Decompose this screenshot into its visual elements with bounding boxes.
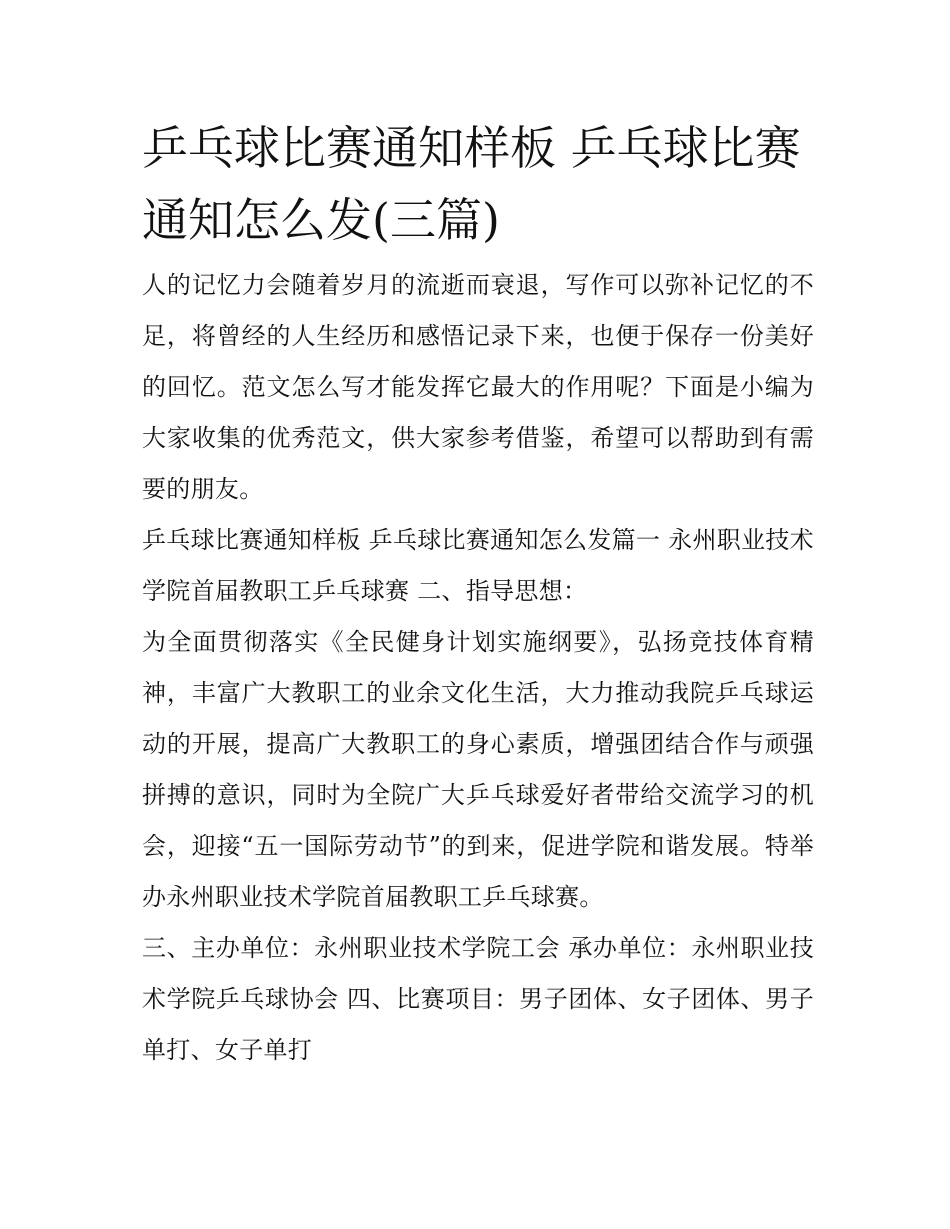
organizer-paragraph: 三、主办单位：永州职业技术学院工会 承办单位：永州职业技术学院乒乓球协会 四、比赛项目：男子团体、女子团体、男子单打、女子单打 [142,934,814,1064]
document-title: 乒乓球比赛通知样板 乒乓球比赛通知怎么发(三篇) [142,121,801,247]
intro-paragraph: 人的记忆力会随着岁月的流逝而衰退，写作可以弥补记忆的不足，将曾经的人生经历和感悟记录下来，也便于保存一份美好的回忆。范文怎么写才能发挥它最大的作用呢？下面是小编为大家收集的优秀范文，供大家参考借鉴，希望可以帮助到有需要的朋友。 [142,271,814,503]
guiding-ideology-paragraph: 为全面贯彻落实《全民健身计划实施纲要》，弘扬竞技体育精神，丰富广大教职工的业余文化生活，大力推动我院乒乓球运动的开展，提高广大教职工的身心素质，增强团结合作与顽强拼搏的意识，同时为全院广大乒乓球爱好者带给交流学习的机会，迎接“五一国际劳动节”的到来，促进学院和谐发展。特举办永州职业技术学院首届教职工乒乓球赛。 [142,628,814,911]
section-heading-paragraph: 乒乓球比赛通知样板 乒乓球比赛通知怎么发篇一 永州职业技术学院首届教职工乒乓球赛 二、指导思想： [142,526,814,605]
document-body [142,112,814,1076]
